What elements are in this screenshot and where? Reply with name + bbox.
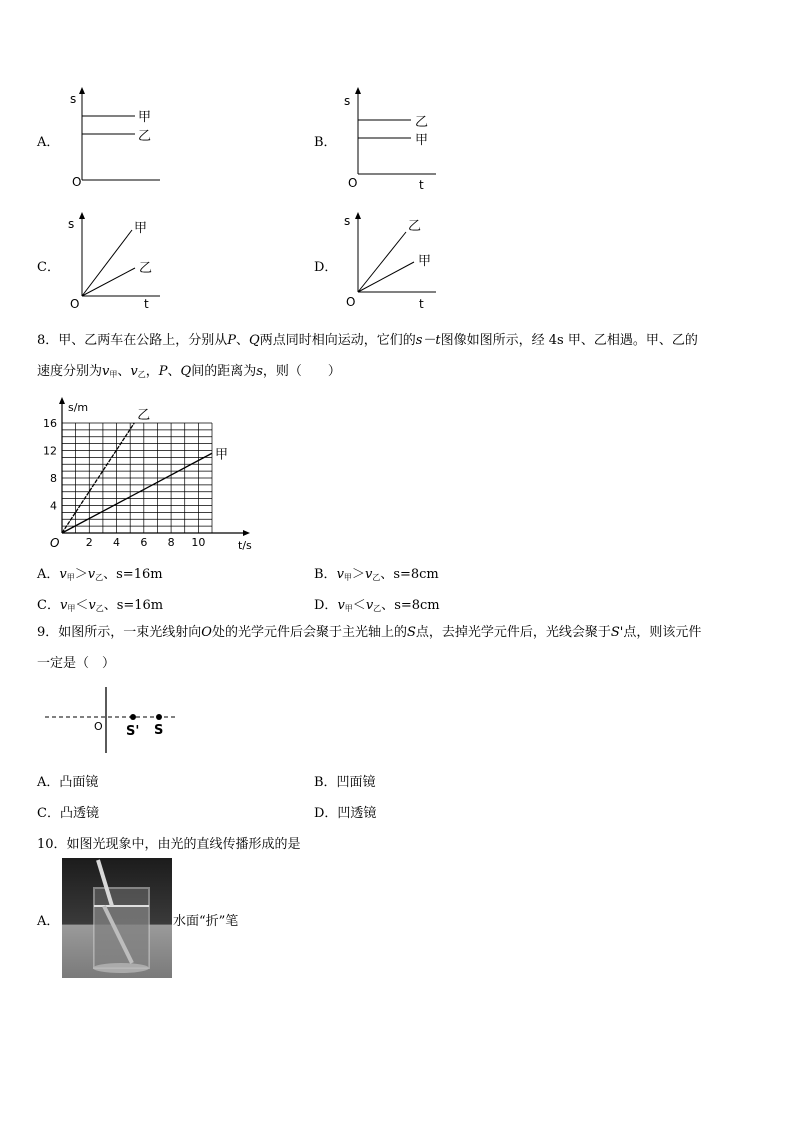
q8-line2: 速度分别为$v_甲$、$v_乙$，P、Q间的距离为s，则（ ）: [37, 364, 341, 379]
q7-d-label-jia: 甲: [418, 254, 432, 269]
q9-label-o: O: [94, 720, 103, 733]
q8-line1: 8．甲、乙两车在公路上，分别从P、Q两点同时相向运动，它们的s－t图像如图所示，经 4s 甲、乙相遇。甲、乙的: [37, 333, 698, 348]
series-line-jia: [62, 453, 212, 533]
q7-d-label-yi: 乙: [408, 219, 422, 234]
q10-option-a-caption: 水面“折”笔: [173, 914, 239, 929]
q9-point-s-prime: [130, 714, 136, 720]
q7-option-b-label: B．: [314, 135, 337, 150]
q9-point-s: [156, 714, 162, 720]
y-tick-label: 4: [50, 499, 57, 513]
q9-label-s: S: [154, 723, 164, 738]
q8-question: [37, 325, 757, 390]
y-tick-label: 16: [43, 417, 57, 430]
series-label-yi: 乙: [137, 408, 151, 423]
x-tick-label: 8: [167, 536, 175, 549]
q10-pencil-in-water-photo: [62, 858, 172, 978]
q7-option-b-graph: [336, 85, 456, 195]
q9-option-b[interactable]: B．凹面镜: [314, 775, 376, 790]
q7-c-axis-t: t: [144, 297, 149, 311]
q7-b-axis-s: s: [344, 94, 351, 108]
q9-label-s-prime: S': [126, 724, 140, 739]
q9-line2: 一定是（ ）: [37, 656, 116, 671]
q8-option-a[interactable]: A．$v_甲>v_乙$、s=16m: [37, 567, 163, 582]
q7-option-c-graph: [60, 210, 180, 315]
q7-b-label-yi: 乙: [415, 115, 429, 130]
q7-option-d-graph: [336, 210, 456, 315]
x-tick-label: 6: [140, 536, 148, 549]
series-label-jia: 甲: [215, 447, 229, 463]
x-tick-label: 4: [113, 536, 121, 549]
y-axis-arrow: [59, 397, 65, 404]
y-tick-label: 12: [43, 444, 57, 458]
q9-optics-figure: [40, 685, 190, 755]
q8-st-chart: [40, 395, 270, 555]
x-tick-label: 10: [191, 536, 206, 549]
q7-option-d-label: D．: [314, 260, 338, 275]
q10-option-a-label[interactable]: A．: [37, 914, 60, 929]
q9-option-d[interactable]: D．凹透镜: [314, 806, 377, 821]
x-axis-label: t/s: [238, 539, 252, 552]
q7-b-axis-t: t: [419, 178, 424, 192]
q7-b-label-jia: 甲: [415, 133, 429, 148]
q10-question: 10．如图光现象中，由光的直线传播形成的是: [37, 837, 301, 852]
q7-c-origin: O: [70, 297, 80, 311]
q7-d-origin: O: [346, 295, 356, 309]
q8-option-b[interactable]: B．$v_甲>v_乙$、s=8cm: [314, 567, 439, 582]
x-tick-label: 2: [85, 536, 93, 549]
q7-option-c-label: C．: [37, 260, 60, 275]
q7-option-a-graph: [60, 85, 180, 195]
q8-option-c[interactable]: C．$v_甲<v_乙$、s=16m: [37, 598, 164, 613]
q7-c-label-jia: 甲: [134, 221, 148, 236]
q7-a-label-yi: 乙: [138, 129, 152, 144]
q7-c-label-yi: 乙: [139, 261, 153, 276]
y-axis-label: s/m: [68, 401, 89, 414]
q9-question: [37, 617, 757, 679]
q9-option-c[interactable]: C．凸透镜: [37, 806, 99, 821]
y-tick-label: 8: [50, 472, 57, 485]
q8-option-d[interactable]: D．$v_甲<v_乙$、s=8cm: [314, 598, 440, 613]
q7-d-axis-s: s: [344, 214, 351, 228]
q9-option-a[interactable]: A．凸面镜: [37, 775, 99, 790]
x-axis-arrow: [243, 530, 250, 536]
q7-a-label-jia: 甲: [138, 110, 152, 125]
q7-d-axis-t: t: [419, 297, 424, 311]
q9-line1: 9．如图所示，一束光线射向O处的光学元件后会聚于主光轴上的S点，去掉光学元件后，光线会聚于S'点，则该元件: [37, 625, 702, 640]
q7-c-axis-s: s: [68, 217, 75, 231]
q7-option-a-label: A．: [37, 135, 60, 150]
q7-a-axis-s: s: [70, 92, 77, 106]
origin-label: O: [50, 536, 60, 550]
q7-a-origin: O: [72, 175, 82, 189]
q7-b-origin: O: [348, 176, 358, 190]
